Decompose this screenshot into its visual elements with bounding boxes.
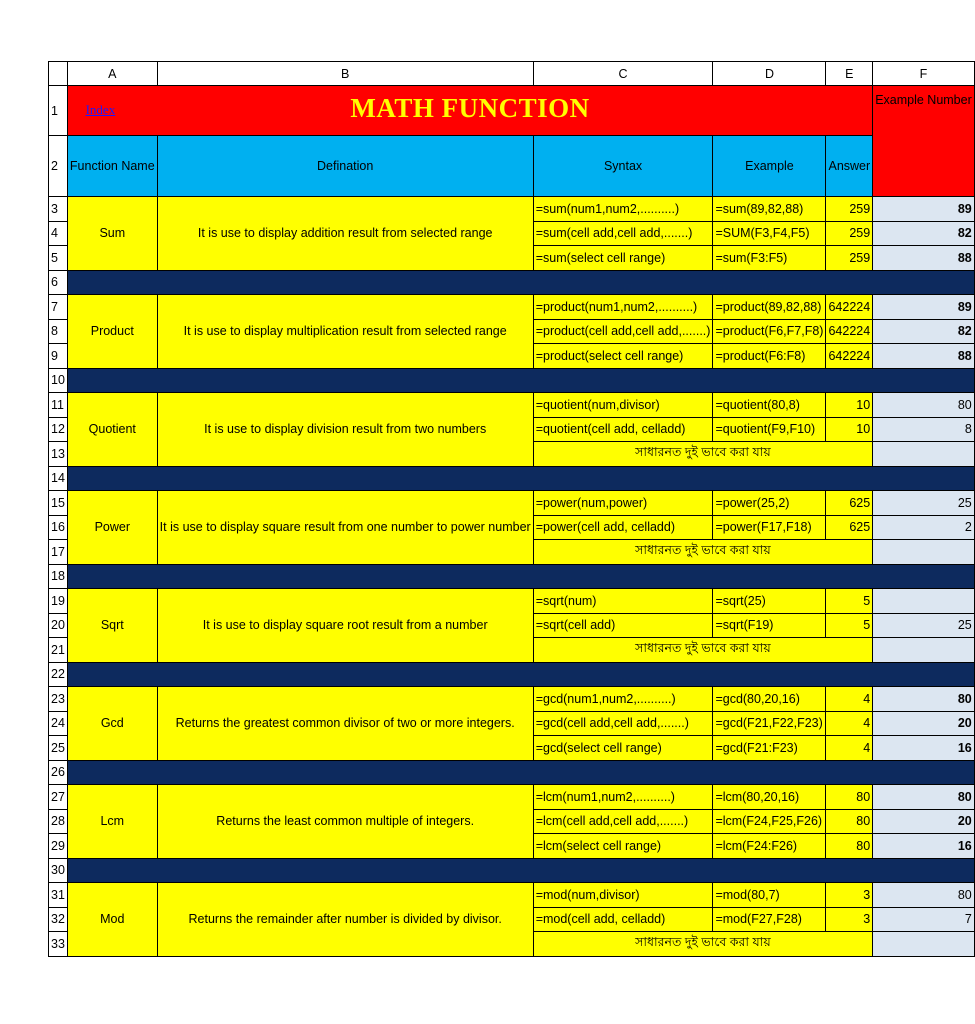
- function-name-cell[interactable]: Product: [67, 295, 157, 369]
- answer-cell[interactable]: 5: [826, 589, 873, 614]
- title-row: [49, 86, 975, 136]
- syntax-cell[interactable]: =product(select cell range): [533, 344, 713, 369]
- row-number[interactable]: 30: [49, 858, 68, 883]
- function-definition-cell[interactable]: It is use to display square result from one number to power number: [157, 491, 533, 565]
- row-number[interactable]: 17: [49, 540, 68, 565]
- row-number[interactable]: 7: [49, 295, 68, 320]
- example-cell[interactable]: =gcd(F21,F22,F23): [713, 711, 826, 736]
- row-number[interactable]: 12: [49, 417, 68, 442]
- title-cell[interactable]: [67, 86, 872, 136]
- column-header-b[interactable]: B: [157, 62, 533, 86]
- separator-cell[interactable]: [67, 760, 974, 785]
- function-name-cell[interactable]: Gcd: [67, 687, 157, 761]
- function-definition-cell[interactable]: It is use to display square root result from a number: [157, 589, 533, 663]
- syntax-cell[interactable]: =sqrt(cell add): [533, 613, 713, 638]
- separator-cell[interactable]: [67, 858, 974, 883]
- row-number[interactable]: 5: [49, 246, 68, 271]
- answer-cell[interactable]: 10: [826, 417, 873, 442]
- answer-cell[interactable]: 259: [826, 246, 873, 271]
- example-header[interactable]: Example: [713, 136, 826, 197]
- example-number-cell[interactable]: 80: [873, 785, 975, 810]
- example-cell[interactable]: =SUM(F3,F4,F5): [713, 221, 826, 246]
- column-header-e[interactable]: E: [826, 62, 873, 86]
- answer-cell[interactable]: 4: [826, 711, 873, 736]
- function-name-cell[interactable]: Quotient: [67, 393, 157, 467]
- function-name-cell[interactable]: Sum: [67, 197, 157, 271]
- example-number-cell[interactable]: [873, 638, 975, 663]
- header-row: [49, 136, 975, 197]
- row-number[interactable]: 27: [49, 785, 68, 810]
- syntax-cell[interactable]: =mod(cell add, celladd): [533, 907, 713, 932]
- example-number-cell[interactable]: 89: [873, 197, 975, 222]
- answer-cell[interactable]: 642224: [826, 295, 873, 320]
- corner-cell[interactable]: [49, 62, 68, 86]
- column-header-f[interactable]: F: [873, 62, 975, 86]
- separator-cell[interactable]: [67, 368, 974, 393]
- syntax-cell[interactable]: =quotient(cell add, celladd): [533, 417, 713, 442]
- syntax-cell[interactable]: =power(num,power): [533, 491, 713, 516]
- example-cell[interactable]: =mod(F27,F28): [713, 907, 826, 932]
- answer-cell[interactable]: 80: [826, 809, 873, 834]
- separator-cell[interactable]: [67, 466, 974, 491]
- syntax-cell[interactable]: =lcm(num1,num2,..........): [533, 785, 713, 810]
- index-link[interactable]: Index: [85, 102, 116, 117]
- row-number[interactable]: 25: [49, 736, 68, 761]
- example-number-cell[interactable]: [873, 540, 975, 565]
- row-number[interactable]: 24: [49, 711, 68, 736]
- spreadsheet-grid: [48, 61, 975, 957]
- function-definition-cell[interactable]: It is use to display addition result from selected range: [157, 197, 533, 271]
- function-definition-cell[interactable]: It is use to display multiplication result from selected range: [157, 295, 533, 369]
- row-number[interactable]: 1: [49, 86, 68, 136]
- example-cell[interactable]: =product(F6:F8): [713, 344, 826, 369]
- syntax-cell[interactable]: =lcm(select cell range): [533, 834, 713, 859]
- row-number[interactable]: 29: [49, 834, 68, 859]
- function-definition-cell[interactable]: Returns the greatest common divisor of two or more integers.: [157, 687, 533, 761]
- example-number-cell[interactable]: 7: [873, 907, 975, 932]
- row-number[interactable]: 10: [49, 368, 68, 393]
- syntax-cell[interactable]: =gcd(select cell range): [533, 736, 713, 761]
- syntax-header[interactable]: Syntax: [533, 136, 713, 197]
- example-number-cell[interactable]: 88: [873, 246, 975, 271]
- note-cell[interactable]: সাধারনত দুই ভাবে করা যায়: [533, 540, 873, 565]
- table-row: [49, 197, 975, 222]
- example-cell[interactable]: =lcm(F24,F25,F26): [713, 809, 826, 834]
- syntax-cell[interactable]: =lcm(cell add,cell add,.......): [533, 809, 713, 834]
- separator-cell[interactable]: [67, 270, 974, 295]
- answer-cell[interactable]: 4: [826, 736, 873, 761]
- syntax-cell[interactable]: =sum(select cell range): [533, 246, 713, 271]
- answer-cell[interactable]: 80: [826, 834, 873, 859]
- example-number-cell[interactable]: 80: [873, 687, 975, 712]
- example-number-cell[interactable]: 20: [873, 809, 975, 834]
- example-cell[interactable]: =product(89,82,88): [713, 295, 826, 320]
- function-definition-cell[interactable]: Returns the least common multiple of integers.: [157, 785, 533, 859]
- example-number-cell[interactable]: 20: [873, 711, 975, 736]
- example-number-cell[interactable]: 25: [873, 491, 975, 516]
- column-header-a[interactable]: A: [67, 62, 157, 86]
- note-cell[interactable]: সাধারনত দুই ভাবে করা যায়: [533, 638, 873, 663]
- syntax-cell[interactable]: =sum(cell add,cell add,.......): [533, 221, 713, 246]
- answer-cell[interactable]: 625: [826, 491, 873, 516]
- answer-cell[interactable]: 3: [826, 907, 873, 932]
- example-number-cell[interactable]: 2: [873, 515, 975, 540]
- table-row: [49, 393, 975, 418]
- row-number[interactable]: 3: [49, 197, 68, 222]
- separator-cell[interactable]: [67, 564, 974, 589]
- example-number-cell[interactable]: 8: [873, 417, 975, 442]
- row-number[interactable]: 21: [49, 638, 68, 663]
- separator-row: [49, 270, 975, 295]
- function-name-header[interactable]: Function Name: [67, 136, 157, 197]
- syntax-cell[interactable]: =power(cell add, celladd): [533, 515, 713, 540]
- function-name-cell[interactable]: Lcm: [67, 785, 157, 859]
- row-number[interactable]: 4: [49, 221, 68, 246]
- column-header-c[interactable]: C: [533, 62, 713, 86]
- example-number-header[interactable]: Example Number: [873, 86, 975, 197]
- row-number[interactable]: 32: [49, 907, 68, 932]
- example-cell[interactable]: =mod(80,7): [713, 883, 826, 908]
- table-row: [49, 589, 975, 614]
- example-cell[interactable]: =product(F6,F7,F8): [713, 319, 826, 344]
- answer-cell[interactable]: 3: [826, 883, 873, 908]
- separator-row: [49, 564, 975, 589]
- separator-row: [49, 368, 975, 393]
- function-name-cell[interactable]: Power: [67, 491, 157, 565]
- answer-cell[interactable]: 642224: [826, 319, 873, 344]
- example-cell[interactable]: =power(25,2): [713, 491, 826, 516]
- row-number[interactable]: 31: [49, 883, 68, 908]
- example-number-cell[interactable]: 88: [873, 344, 975, 369]
- example-cell[interactable]: =quotient(F9,F10): [713, 417, 826, 442]
- answer-cell[interactable]: 4: [826, 687, 873, 712]
- syntax-cell[interactable]: =gcd(cell add,cell add,.......): [533, 711, 713, 736]
- function-name-cell[interactable]: Mod: [67, 883, 157, 957]
- row-number[interactable]: 9: [49, 344, 68, 369]
- example-cell[interactable]: =gcd(80,20,16): [713, 687, 826, 712]
- answer-cell[interactable]: 10: [826, 393, 873, 418]
- separator-row: [49, 760, 975, 785]
- example-number-cell[interactable]: 80: [873, 883, 975, 908]
- example-number-cell[interactable]: 80: [873, 393, 975, 418]
- row-number[interactable]: 16: [49, 515, 68, 540]
- syntax-cell[interactable]: =gcd(num1,num2,..........): [533, 687, 713, 712]
- row-number[interactable]: 15: [49, 491, 68, 516]
- separator-row: [49, 466, 975, 491]
- example-number-cell[interactable]: 89: [873, 295, 975, 320]
- syntax-cell[interactable]: =mod(num,divisor): [533, 883, 713, 908]
- syntax-cell[interactable]: =product(num1,num2,..........): [533, 295, 713, 320]
- example-number-cell[interactable]: 16: [873, 834, 975, 859]
- example-cell[interactable]: =sqrt(F19): [713, 613, 826, 638]
- row-number[interactable]: 13: [49, 442, 68, 467]
- syntax-cell[interactable]: =sum(num1,num2,..........): [533, 197, 713, 222]
- row-number[interactable]: 33: [49, 932, 68, 957]
- column-header-d[interactable]: D: [713, 62, 826, 86]
- row-number[interactable]: 23: [49, 687, 68, 712]
- answer-header[interactable]: Answer: [826, 136, 873, 197]
- page-title: MATH FUNCTION: [350, 93, 590, 123]
- row-number[interactable]: 20: [49, 613, 68, 638]
- example-cell[interactable]: =lcm(80,20,16): [713, 785, 826, 810]
- example-cell[interactable]: =sum(F3:F5): [713, 246, 826, 271]
- row-number[interactable]: 6: [49, 270, 68, 295]
- answer-cell[interactable]: 5: [826, 613, 873, 638]
- example-number-cell[interactable]: [873, 442, 975, 467]
- table-row: [49, 491, 975, 516]
- row-number[interactable]: 2: [49, 136, 68, 197]
- syntax-cell[interactable]: =sqrt(num): [533, 589, 713, 614]
- example-cell[interactable]: =power(F17,F18): [713, 515, 826, 540]
- example-cell[interactable]: =gcd(F21:F23): [713, 736, 826, 761]
- row-number[interactable]: 18: [49, 564, 68, 589]
- answer-cell[interactable]: 259: [826, 197, 873, 222]
- note-cell[interactable]: সাধারনত দুই ভাবে করা যায়: [533, 442, 873, 467]
- example-number-cell[interactable]: 25: [873, 613, 975, 638]
- row-number[interactable]: 11: [49, 393, 68, 418]
- separator-cell[interactable]: [67, 662, 974, 687]
- function-definition-cell[interactable]: It is use to display division result from two numbers: [157, 393, 533, 467]
- answer-cell[interactable]: 625: [826, 515, 873, 540]
- example-cell[interactable]: =quotient(80,8): [713, 393, 826, 418]
- table-row: [49, 687, 975, 712]
- row-number[interactable]: 26: [49, 760, 68, 785]
- syntax-cell[interactable]: =quotient(num,divisor): [533, 393, 713, 418]
- defination-header[interactable]: Defination: [157, 136, 533, 197]
- answer-cell[interactable]: 642224: [826, 344, 873, 369]
- table-row: [49, 785, 975, 810]
- function-definition-cell[interactable]: Returns the remainder after number is divided by divisor.: [157, 883, 533, 957]
- example-number-cell[interactable]: [873, 589, 975, 614]
- example-cell[interactable]: =sqrt(25): [713, 589, 826, 614]
- row-number[interactable]: 19: [49, 589, 68, 614]
- separator-row: [49, 662, 975, 687]
- example-number-cell[interactable]: 82: [873, 221, 975, 246]
- example-cell[interactable]: =sum(89,82,88): [713, 197, 826, 222]
- example-number-cell[interactable]: 82: [873, 319, 975, 344]
- function-name-cell[interactable]: Sqrt: [67, 589, 157, 663]
- note-cell[interactable]: সাধারনত দুই ভাবে করা যায়: [533, 932, 873, 957]
- row-number[interactable]: 8: [49, 319, 68, 344]
- column-header-row: [49, 62, 975, 86]
- answer-cell[interactable]: 259: [826, 221, 873, 246]
- example-number-cell[interactable]: [873, 932, 975, 957]
- row-number[interactable]: 14: [49, 466, 68, 491]
- row-number[interactable]: 22: [49, 662, 68, 687]
- answer-cell[interactable]: 80: [826, 785, 873, 810]
- example-cell[interactable]: =lcm(F24:F26): [713, 834, 826, 859]
- table-row: [49, 883, 975, 908]
- example-number-cell[interactable]: 16: [873, 736, 975, 761]
- row-number[interactable]: 28: [49, 809, 68, 834]
- separator-row: [49, 858, 975, 883]
- table-row: [49, 295, 975, 320]
- syntax-cell[interactable]: =product(cell add,cell add,.......): [533, 319, 713, 344]
